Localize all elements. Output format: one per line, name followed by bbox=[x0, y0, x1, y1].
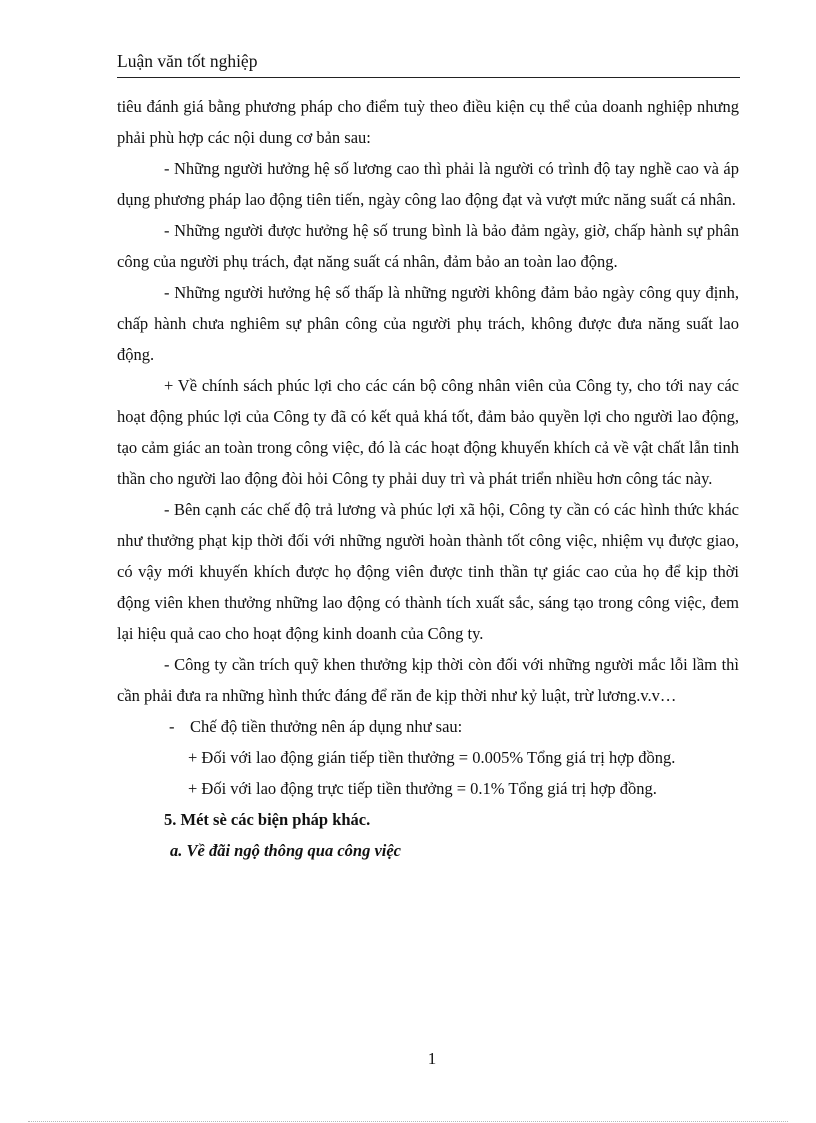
paragraph-medium-coefficient: - Những người được hưởng hệ số trung bình là bảo đảm ngày, giờ, chấp hành sự phân công của người phụ trách, đạt năng suất cá nhân, đảm bảo an toàn lao động. bbox=[117, 221, 739, 271]
paragraph-reward-fund: - Công ty cần trích quỹ khen thưởng kịp thời còn đối với những người mắc lỗi lầm thì cần phải đưa ra những hình thức đáng để răn đe kịp thời như kỷ luật, trừ lương.v.v… bbox=[117, 655, 739, 705]
subsection-heading-a: a. Về đãi ngộ thông qua công việc bbox=[170, 841, 402, 860]
paragraph-welfare-policy: + Về chính sách phúc lợi cho các cán bộ công nhân viên của Công ty, cho tới nay các hoạt động phúc lợi của Công ty đã có kết quả khá tốt, đảm bảo quyền lợi cho người lao động, tạo cảm giác an toàn trong công việc, đó là các hoạt động khuyến khích cả về vật chất lẫn tinh thần cho người lao động đòi hỏi Công ty phải duy trì và phát triển nhiều hơn công tác này. bbox=[117, 376, 739, 488]
paragraph-high-coefficient: - Những người hưởng hệ số lương cao thì phải là người có trình độ tay nghề cao và áp dụng phương pháp lao động tiên tiến, ngày công lao động đạt và vượt mức năng suất cá nhân. bbox=[117, 159, 739, 209]
paragraph-rewards-penalties: - Bên cạnh các chế độ trả lương và phúc lợi xã hội, Công ty cần có các hình thức khác như thưởng phạt kịp thời đối với những người hoàn thành tốt công việc, nhiệm vụ được giao, có vậy mới khuyến khích được họ động viên được tinh thần tự giác cao của họ để kịp thời động viên khen thưởng những lao động có thành tích xuất sắc, sáng tạo trong công việc, đem lại hiệu quả cao cho hoạt động kinh doanh của Công ty. bbox=[117, 500, 739, 643]
page-number: 1 bbox=[427, 1049, 437, 1068]
paragraph-criteria-intro: tiêu đánh giá bằng phương pháp cho điểm tuỳ theo điều kiện cụ thể của doanh nghiệp nhưng phải phù hợp các nội dung cơ bản sau: bbox=[117, 97, 739, 147]
list-item-bonus-regime bbox=[117, 711, 739, 742]
paragraph-low-coefficient: - Những người hưởng hệ số thấp là những người không đảm bảo ngày công quy định, chấp hành chưa nghiêm sự phân công của người phụ trách, không được đưa năng suất lao động. bbox=[117, 283, 739, 364]
bullet-dash: - bbox=[169, 717, 175, 736]
header-divider bbox=[117, 77, 740, 78]
bullet-text: Chế độ tiền thưởng nên áp dụng như sau: bbox=[190, 717, 463, 736]
page-header-title: Luận văn tốt nghiệp bbox=[117, 51, 258, 71]
page-bottom-border bbox=[28, 1121, 788, 1122]
section-heading-5: 5. Mét sè các biện pháp khác. bbox=[164, 810, 371, 829]
formula-indirect-labor: + Đối với lao động gián tiếp tiền thưởng = 0.005% Tổng giá trị hợp đồng. bbox=[188, 748, 676, 767]
document-body bbox=[117, 91, 739, 866]
formula-direct-labor: + Đối với lao động trực tiếp tiền thưởng = 0.1% Tổng giá trị hợp đồng. bbox=[188, 779, 657, 798]
